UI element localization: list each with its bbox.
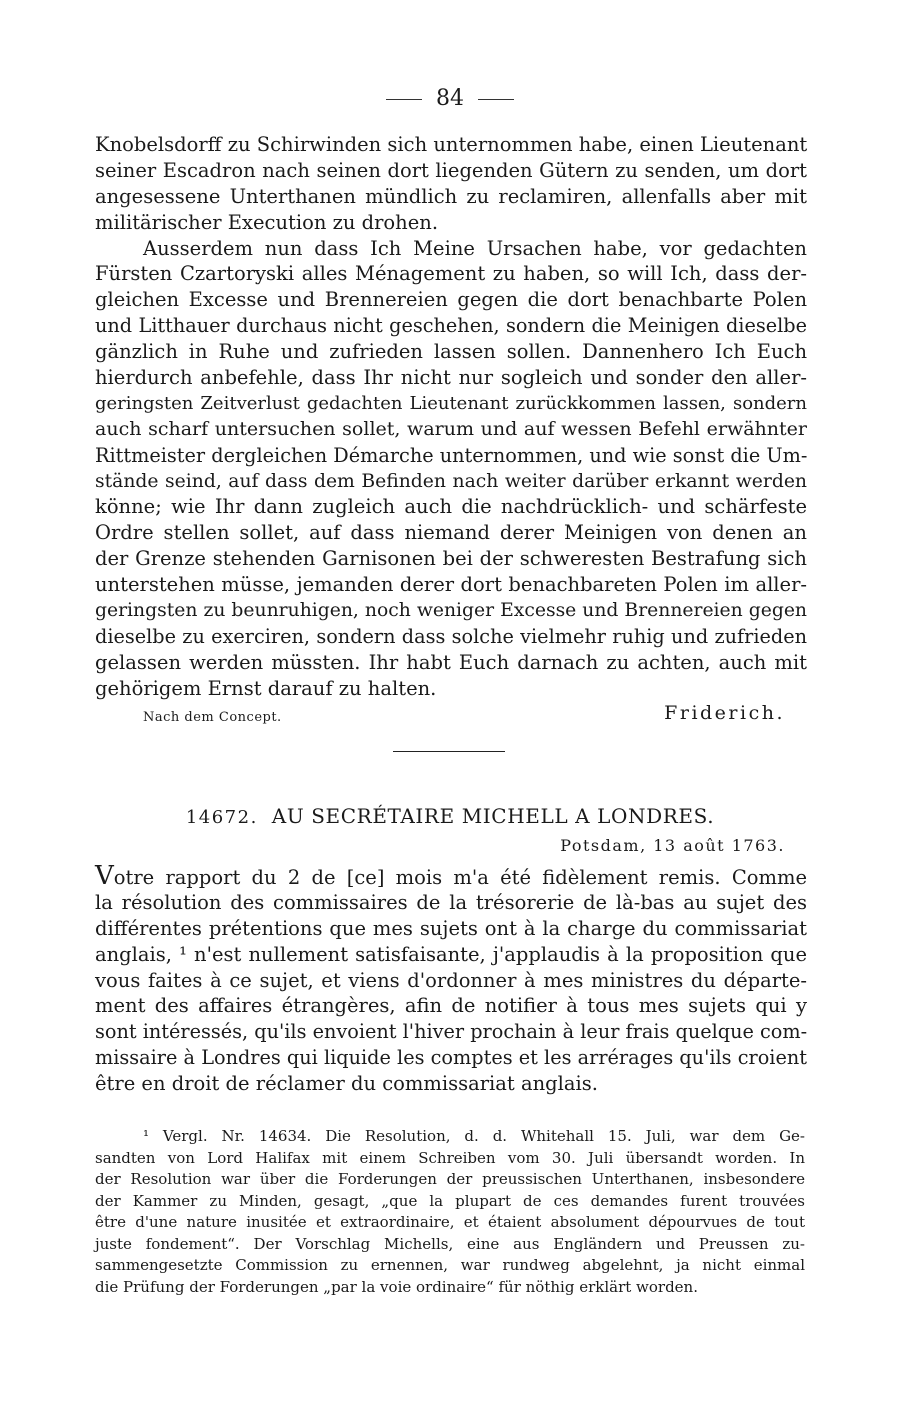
text-line: anglais, ¹ n'est nullement satisfaisante, j'applaudis à la proposition que bbox=[95, 942, 807, 966]
document-title: AU SECRÉTAIRE MICHELL A LONDRES. bbox=[271, 804, 715, 828]
letter-1-text bbox=[95, 132, 807, 702]
text-line: être en droit de réclamer du commissariat anglais. bbox=[95, 1072, 598, 1096]
footnote-line: sandten von Lord Halifax mit einem Schreiben vom 30. Juli übersandt worden. In bbox=[95, 1148, 805, 1167]
text-line: gänzlich in Ruhe und zufrieden lassen sollen. Dannenhero Ich Euch bbox=[95, 340, 807, 364]
text-line: différentes prétentions que mes sujets ont à la charge du commissariat bbox=[95, 916, 807, 940]
footnote-line: der Resolution war über die Forderungen der preussischen Unterthanen, insbesondere bbox=[95, 1170, 805, 1188]
source-note: Nach dem Concept. bbox=[143, 710, 282, 725]
letter-2-text bbox=[95, 861, 808, 1097]
footnote-line: sammengesetzte Commission zu ernennen, war rundweg abgelehnt, ja nicht einmal bbox=[95, 1256, 805, 1274]
text-line: missaire à Londres qui liquide les comptes et les arrérages qu'ils croient bbox=[95, 1046, 807, 1070]
place-date: Potsdam, 13 août 1763. bbox=[560, 836, 785, 855]
text-line: vous faites à ce sujet, et viens d'ordonner à mes ministres du départe- bbox=[95, 968, 807, 992]
header-dash-left bbox=[386, 99, 422, 100]
text-line: militärischer Execution zu drohen. bbox=[95, 210, 439, 234]
text-line: Knobelsdorff zu Schirwinden sich unternommen habe, einen Lieutenant bbox=[95, 133, 808, 156]
footnote-line: der Kammer zu Minden, gesagt, „que la plupart de ces demandes furent trouvées bbox=[95, 1191, 805, 1210]
document-number: 14672. bbox=[185, 807, 258, 828]
text-line: der Grenze stehenden Garnisonen bei der schweresten Bestrafung sich bbox=[95, 547, 807, 571]
text-line-content: otre rapport du 2 de [ce] mois m'a été fidèlement remis. Comme bbox=[113, 866, 807, 889]
page-number: 84 bbox=[436, 86, 464, 111]
text-line: stände seind, auf dass dem Befinden nach weiter darüber erkannt werden bbox=[95, 470, 807, 492]
footnote bbox=[95, 1126, 805, 1298]
text-line: Rittmeister dergleichen Démarche unternommen, und wie sonst die Um- bbox=[95, 443, 808, 467]
document-heading bbox=[0, 804, 900, 828]
text-line bbox=[95, 861, 807, 891]
text-line: Ausserdem nun dass Ich Meine Ursachen habe, vor gedachten bbox=[143, 236, 807, 260]
header-dash-right bbox=[478, 99, 514, 100]
text-line: la résolution des commissaires de la trésorerie de là-bas au sujet des bbox=[95, 890, 807, 914]
text-line: dieselbe zu exerciren, sondern dass solche vielmehr ruhig und zufrieden bbox=[95, 624, 807, 648]
footnote-line: juste fondement“. Der Vorschlag Michells, eine aus Engländern und Preussen zu- bbox=[95, 1234, 805, 1253]
page-header bbox=[0, 86, 900, 111]
text-line: könne; wie Ihr dann zugleich auch die nachdrücklich- und schärfeste bbox=[95, 495, 807, 519]
signature: Friderich. bbox=[664, 702, 785, 724]
text-line: gehörigem Ernst darauf zu halten. bbox=[95, 676, 437, 700]
text-line: Fürsten Czartoryski alles Ménagement zu haben, so will Ich, dass der- bbox=[95, 262, 807, 286]
closing-row bbox=[95, 702, 785, 732]
text-line: geringsten Zeitverlust gedachten Lieutenant zurückkommen lassen, sondern bbox=[95, 392, 807, 414]
section-divider bbox=[393, 751, 505, 752]
text-line: Ordre stellen sollet, auf dass niemand derer Meinigen von denen an bbox=[95, 521, 807, 545]
text-line: ment des affaires étrangères, afin de notifier à tous mes sujets qui y bbox=[95, 994, 807, 1018]
text-line: und Litthauer durchaus nicht geschehen, sondern die Meinigen dieselbe bbox=[95, 314, 807, 338]
initial-letter: V bbox=[95, 861, 114, 891]
footnote-line: être d'une nature inusitée et extraordinaire, et étaient absolument dépourvues de tout bbox=[95, 1213, 805, 1231]
text-line: geringsten zu beunruhigen, noch weniger Excesse und Brennereien gegen bbox=[95, 600, 807, 622]
text-line: unterstehen müsse, jemanden derer dort benachbareten Polen im aller- bbox=[95, 573, 807, 597]
text-line: seiner Escadron nach seinen dort liegenden Gütern zu senden, um dort bbox=[95, 158, 807, 182]
text-line: auch scharf untersuchen sollet, warum und auf wessen Befehl erwähnter bbox=[95, 417, 807, 440]
footnote-line: ¹ Vergl. Nr. 14634. Die Resolution, d. d. Whitehall 15. Juli, war dem Ge- bbox=[143, 1127, 805, 1145]
text-line: gleichen Excesse und Brennereien gegen die dort benachbarte Polen bbox=[95, 288, 807, 312]
text-line: gelassen werden müssten. Ihr habt Euch darnach zu achten, auch mit bbox=[95, 650, 807, 674]
footnote-line: die Prüfung der Forderungen „par la voie ordinaire“ für nöthig erklärt worden. bbox=[95, 1277, 698, 1296]
text-line: angesessene Unterthanen mündlich zu reclamiren, allenfalls aber mit bbox=[95, 184, 807, 208]
text-line: hierdurch anbefehle, dass Ihr nicht nur sogleich und sonder den aller- bbox=[95, 366, 807, 390]
text-line: sont intéressés, qu'ils envoient l'hiver prochain à leur frais quelque com- bbox=[95, 1020, 808, 1044]
